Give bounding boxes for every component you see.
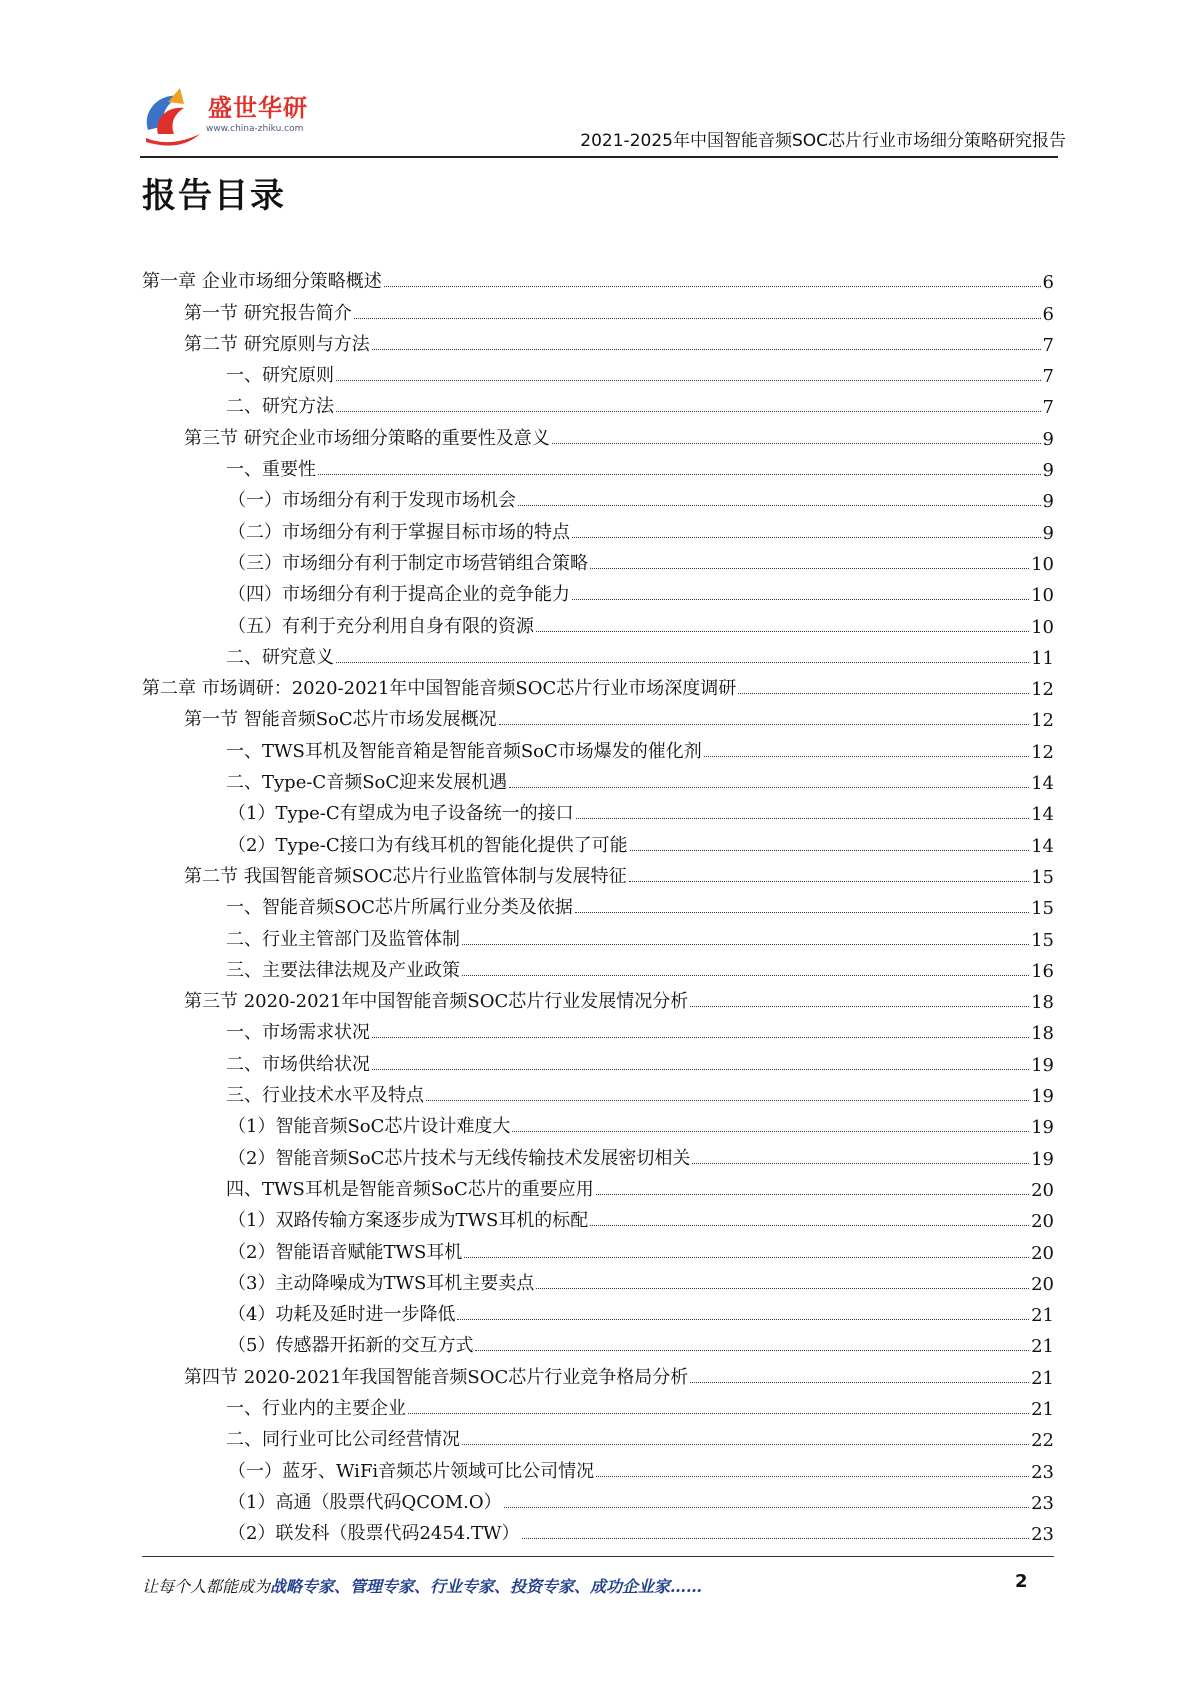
toc-entry-page: 21 — [1031, 1305, 1054, 1327]
toc-entry-page: 11 — [1031, 647, 1054, 669]
toc-entry-title: 第二节 研究原则与方法 — [184, 333, 370, 355]
toc-dot-leader — [596, 1476, 1029, 1477]
toc-entry[interactable] — [142, 1451, 1054, 1482]
toc-entry[interactable] — [142, 669, 1054, 700]
toc-entry-title: （4）功耗及延时进一步降低 — [228, 1304, 456, 1326]
toc-dot-leader — [522, 1538, 1030, 1539]
toc-dot-leader — [457, 1319, 1029, 1320]
toc-entry-title: 一、智能音频SOC芯片所属行业分类及依据 — [226, 897, 573, 919]
toc-entry[interactable] — [142, 982, 1054, 1013]
toc-entry-page: 18 — [1031, 992, 1054, 1014]
toc-entry-title: 一、重要性 — [226, 459, 316, 481]
toc-entry-title: 四、TWS耳机是智能音频SoC芯片的重要应用 — [226, 1178, 594, 1200]
toc-entry-page: 6 — [1042, 303, 1054, 325]
toc-entry[interactable] — [142, 418, 1054, 449]
toc-entry[interactable] — [142, 1201, 1054, 1232]
toc-entry-page: 19 — [1031, 1148, 1054, 1170]
toc-entry-title: （2）联发科（股票代码2454.TW） — [228, 1523, 520, 1545]
toc-dot-leader — [426, 1100, 1029, 1101]
toc-entry-page: 23 — [1031, 1524, 1054, 1546]
toc-entry-title: （四）市场细分有利于提高企业的竞争能力 — [228, 584, 570, 606]
toc-entry-title: 一、研究原则 — [226, 365, 334, 387]
toc-entry-title: （五）有利于充分利用自身有限的资源 — [228, 615, 534, 637]
toc-dot-leader — [354, 318, 1041, 319]
toc-dot-leader — [336, 380, 1041, 381]
toc-entry-page: 20 — [1031, 1211, 1054, 1233]
toc-entry-title: 三、主要法律法规及产业政策 — [226, 959, 460, 981]
toc-entry[interactable] — [142, 262, 1054, 293]
footer-slogan-prefix: 让每个人都能成为 — [142, 1577, 271, 1596]
toc-entry-title: （1）高通（股票代码QCOM.O） — [228, 1491, 502, 1513]
toc-entry[interactable] — [142, 1232, 1054, 1263]
toc-entry-page: 21 — [1031, 1398, 1054, 1420]
toc-entry-page: 9 — [1042, 428, 1054, 450]
toc-entry-page: 9 — [1042, 522, 1054, 544]
toc-entry-title: （1）Type-C有望成为电子设备统一的接口 — [228, 803, 574, 825]
toc-entry-title: 三、行业技术水平及特点 — [226, 1085, 424, 1107]
toc-dot-leader — [336, 411, 1041, 412]
toc-dot-leader — [499, 724, 1029, 725]
toc-entry[interactable] — [142, 951, 1054, 982]
footer-divider — [142, 1556, 1054, 1557]
toc-dot-leader — [572, 599, 1029, 600]
toc-entry-page: 20 — [1031, 1179, 1054, 1201]
toc-dot-leader — [462, 944, 1029, 945]
toc-dot-leader — [536, 631, 1029, 632]
toc-dot-leader — [596, 1194, 1029, 1195]
toc-dot-leader — [318, 474, 1041, 475]
toc-entry[interactable] — [142, 1326, 1054, 1357]
toc-entry-title: 第一节 研究报告简介 — [184, 302, 352, 324]
toc-entry[interactable] — [142, 1483, 1054, 1514]
toc-dot-leader — [575, 912, 1029, 913]
toc-dot-leader — [512, 1131, 1029, 1132]
toc-dot-leader — [408, 1413, 1029, 1414]
page-header — [0, 0, 1191, 160]
toc-entry-title: 二、研究方法 — [226, 396, 334, 418]
table-of-contents — [142, 262, 1054, 1545]
toc-entry-page: 12 — [1031, 679, 1054, 701]
toc-dot-leader — [576, 818, 1029, 819]
toc-entry-page: 14 — [1031, 773, 1054, 795]
toc-entry-title: 二、行业主管部门及监管体制 — [226, 928, 460, 950]
toc-entry-page: 7 — [1042, 366, 1054, 388]
toc-entry-page: 12 — [1031, 710, 1054, 732]
toc-entry[interactable] — [142, 575, 1054, 606]
toc-entry[interactable] — [142, 700, 1054, 731]
page-number: 2 — [1015, 1571, 1028, 1592]
toc-entry[interactable] — [142, 1357, 1054, 1388]
toc-entry-page: 9 — [1042, 491, 1054, 513]
toc-dot-leader — [336, 662, 1029, 663]
toc-entry-page: 10 — [1031, 616, 1054, 638]
toc-dot-leader — [372, 1037, 1029, 1038]
toc-entry-title: （2）智能语音赋能TWS耳机 — [228, 1241, 463, 1263]
toc-entry-page: 21 — [1031, 1336, 1054, 1358]
toc-entry[interactable] — [142, 794, 1054, 825]
toc-entry[interactable] — [142, 1170, 1054, 1201]
toc-dot-leader — [464, 1257, 1029, 1258]
logo-name: 盛世华研 — [208, 94, 308, 122]
toc-dot-leader — [590, 1225, 1029, 1226]
toc-entry-title: （二）市场细分有利于掌握目标市场的特点 — [228, 521, 570, 543]
toc-entry-page: 10 — [1031, 585, 1054, 607]
toc-entry-title: 二、研究意义 — [226, 646, 334, 668]
toc-entry[interactable] — [142, 1076, 1054, 1107]
toc-entry-title: 第三节 研究企业市场细分策略的重要性及意义 — [184, 427, 550, 449]
toc-entry[interactable] — [142, 1389, 1054, 1420]
toc-entry-page: 16 — [1031, 960, 1054, 982]
toc-entry-title: （3）主动降噪成为TWS耳机主要卖点 — [228, 1272, 535, 1294]
toc-entry-page: 23 — [1031, 1461, 1054, 1483]
toc-entry[interactable] — [142, 1264, 1054, 1295]
toc-entry[interactable] — [142, 1514, 1054, 1545]
toc-entry-page: 19 — [1031, 1117, 1054, 1139]
toc-dot-leader — [462, 975, 1029, 976]
toc-entry-title: （一）蓝牙、WiFi音频芯片领域可比公司情况 — [228, 1460, 595, 1482]
toc-entry-page: 19 — [1031, 1086, 1054, 1108]
toc-entry-title: 第二节 我国智能音频SOC芯片行业监管体制与发展特征 — [184, 865, 627, 887]
toc-entry[interactable] — [142, 731, 1054, 762]
toc-dot-leader — [475, 1350, 1029, 1351]
toc-dot-leader — [629, 881, 1030, 882]
toc-entry[interactable] — [142, 888, 1054, 919]
toc-entry[interactable] — [142, 325, 1054, 356]
toc-entry[interactable] — [142, 544, 1054, 575]
toc-entry-page: 21 — [1031, 1367, 1054, 1389]
toc-entry-page: 12 — [1031, 741, 1054, 763]
toc-entry-page: 23 — [1031, 1492, 1054, 1514]
toc-entry-title: 第二章 市场调研：2020-2021年中国智能音频SOC芯片行业市场深度调研 — [142, 678, 737, 700]
toc-entry-page: 14 — [1031, 835, 1054, 857]
toc-entry-page: 6 — [1042, 272, 1054, 294]
toc-entry-title: 一、TWS耳机及智能音箱是智能音频SoC市场爆发的催化剂 — [226, 740, 702, 762]
toc-entry-title: 二、Type-C音频SoC迎来发展机遇 — [226, 772, 508, 794]
toc-entry-title: 第四节 2020-2021年我国智能音频SOC芯片行业竞争格局分析 — [184, 1366, 689, 1388]
toc-entry-page: 20 — [1031, 1242, 1054, 1264]
toc-entry-page: 10 — [1031, 553, 1054, 575]
toc-entry-title: （三）市场细分有利于制定市场营销组合策略 — [228, 552, 588, 574]
toc-entry-title: （2）智能音频SoC芯片技术与无线传输技术发展密切相关 — [228, 1147, 691, 1169]
toc-dot-leader — [630, 850, 1029, 851]
toc-dot-leader — [692, 1163, 1029, 1164]
toc-entry-page: 22 — [1031, 1430, 1054, 1452]
logo-url: www.china-zhiku.com — [206, 124, 304, 134]
toc-dot-leader — [572, 537, 1041, 538]
toc-dot-leader — [509, 787, 1029, 788]
toc-entry[interactable] — [142, 1420, 1054, 1451]
page-title: 报告目录 — [142, 176, 286, 216]
toc-entry-title: 第三节 2020-2021年中国智能音频SOC芯片行业发展情况分析 — [184, 991, 689, 1013]
footer-slogan-highlight: 战略专家、管理专家、行业专家、投资专家、成功企业家…… — [270, 1577, 703, 1596]
toc-entry[interactable] — [142, 293, 1054, 324]
toc-entry[interactable] — [142, 763, 1054, 794]
toc-entry-page: 18 — [1031, 1023, 1054, 1045]
toc-entry[interactable] — [142, 638, 1054, 669]
toc-entry-page: 15 — [1031, 898, 1054, 920]
toc-entry-page: 14 — [1031, 804, 1054, 826]
toc-entry[interactable] — [142, 919, 1054, 950]
toc-dot-leader — [462, 1444, 1029, 1445]
toc-entry[interactable] — [142, 1013, 1054, 1044]
toc-entry-title: 第一章 企业市场细分策略概述 — [142, 271, 382, 293]
toc-entry-page: 7 — [1042, 334, 1054, 356]
toc-dot-leader — [704, 756, 1029, 757]
toc-dot-leader — [552, 443, 1041, 444]
toc-entry[interactable] — [142, 606, 1054, 637]
toc-dot-leader — [518, 505, 1041, 506]
toc-dot-leader — [504, 1507, 1029, 1508]
toc-dot-leader — [690, 1382, 1029, 1383]
toc-entry[interactable] — [142, 1295, 1054, 1326]
toc-entry-title: （2）Type-C接口为有线耳机的智能化提供了可能 — [228, 834, 628, 856]
toc-dot-leader — [372, 1069, 1029, 1070]
toc-entry-title: 二、同行业可比公司经营情况 — [226, 1429, 460, 1451]
header-divider — [140, 156, 1058, 158]
toc-entry-title: 第一节 智能音频SoC芯片市场发展概况 — [184, 709, 497, 731]
toc-entry[interactable] — [142, 857, 1054, 888]
toc-entry-page: 9 — [1042, 460, 1054, 482]
toc-entry-title: （1）双路传输方案逐步成为TWS耳机的标配 — [228, 1210, 589, 1232]
toc-entry-page: 19 — [1031, 1054, 1054, 1076]
toc-entry[interactable] — [142, 356, 1054, 387]
toc-dot-leader — [536, 1288, 1029, 1289]
toc-entry-page: 15 — [1031, 929, 1054, 951]
toc-dot-leader — [372, 349, 1041, 350]
toc-entry-title: （一）市场细分有利于发现市场机会 — [228, 490, 516, 512]
toc-entry[interactable] — [142, 481, 1054, 512]
toc-entry-page: 15 — [1031, 866, 1054, 888]
toc-entry[interactable] — [142, 450, 1054, 481]
toc-entry-page: 20 — [1031, 1273, 1054, 1295]
footer-slogan — [142, 1574, 702, 1597]
toc-entry[interactable] — [142, 825, 1054, 856]
toc-dot-leader — [738, 693, 1029, 694]
toc-entry-page: 7 — [1042, 397, 1054, 419]
toc-entry[interactable] — [142, 512, 1054, 543]
toc-entry[interactable] — [142, 1138, 1054, 1169]
toc-entry[interactable] — [142, 1044, 1054, 1075]
toc-entry-title: 一、市场需求状况 — [226, 1022, 370, 1044]
toc-entry[interactable] — [142, 1107, 1054, 1138]
report-title: 2021-2025年中国智能音频SOC芯片行业市场细分策略研究报告 — [580, 131, 1066, 151]
toc-entry-title: （5）传感器开拓新的交互方式 — [228, 1335, 474, 1357]
toc-dot-leader — [590, 568, 1029, 569]
toc-entry[interactable] — [142, 387, 1054, 418]
toc-dot-leader — [384, 286, 1041, 287]
toc-entry-title: （1）智能音频SoC芯片设计难度大 — [228, 1116, 511, 1138]
toc-entry-title: 二、市场供给状况 — [226, 1053, 370, 1075]
toc-dot-leader — [690, 1006, 1029, 1007]
toc-entry-title: 一、行业内的主要企业 — [226, 1397, 406, 1419]
